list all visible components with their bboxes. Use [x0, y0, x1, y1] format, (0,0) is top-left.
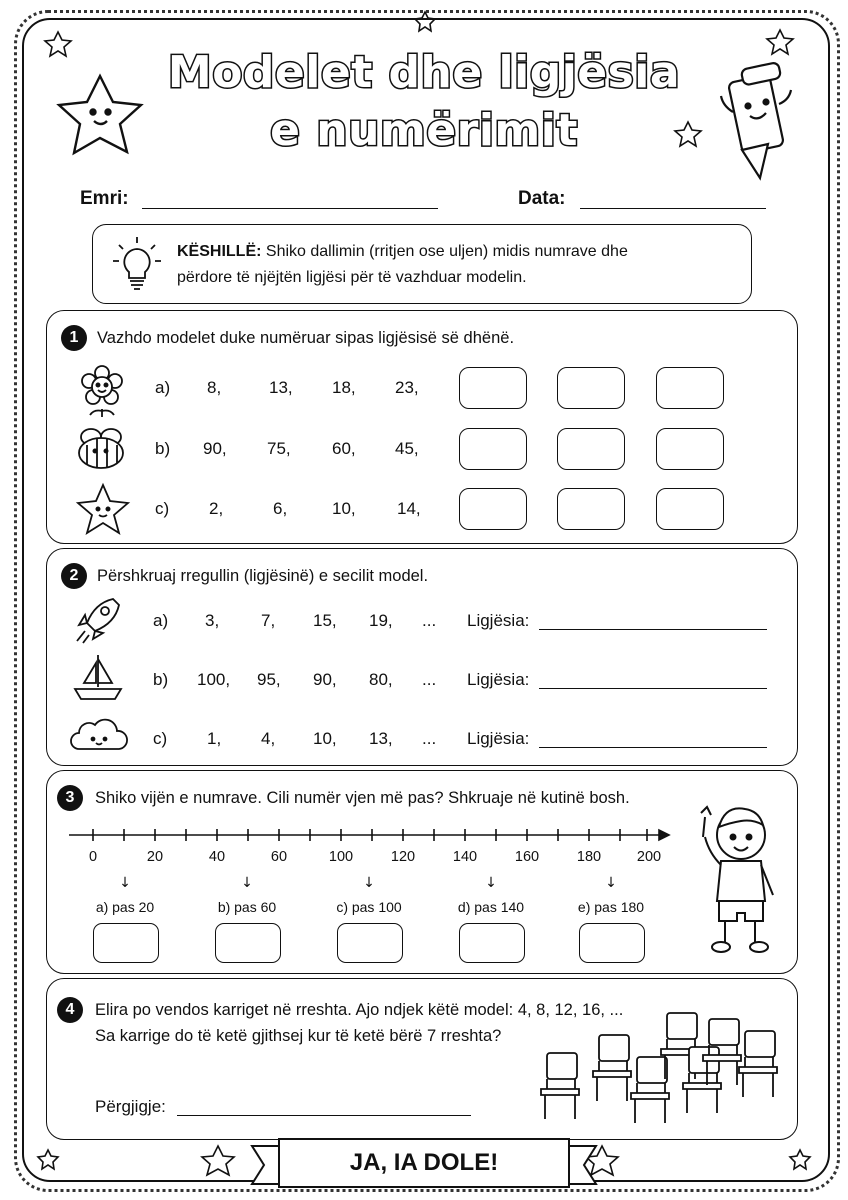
tick-label: 160 [514, 849, 540, 865]
row-b-value: 95, [257, 670, 281, 689]
down-arrow-icon: ↓ [119, 875, 131, 891]
answer-box[interactable] [459, 428, 527, 470]
row-b-value: 75, [267, 439, 291, 458]
section-number: 1 [61, 325, 87, 351]
tick-label: 140 [452, 849, 478, 865]
tip-line-1: Shiko dallimin (rritjen ose uljen) midis numrave dhe [265, 243, 628, 260]
section-number: 4 [57, 997, 83, 1023]
answer-box[interactable] [337, 923, 403, 963]
rule-answer-line[interactable] [539, 688, 767, 689]
answer-box[interactable] [579, 923, 645, 963]
boy-character-icon [689, 791, 789, 961]
down-arrow-icon: ↓ [485, 875, 497, 891]
rocket-icon [73, 595, 123, 647]
star-icon [38, 1150, 58, 1169]
down-arrow-icon: ↓ [363, 875, 375, 891]
row-c-value: 2, [209, 499, 224, 518]
row-a-letter: a) [155, 378, 171, 397]
date-field[interactable] [580, 208, 766, 209]
section-1 [46, 310, 798, 544]
row-b-value: 100, [197, 670, 231, 689]
row-c-value: 14, [397, 499, 421, 518]
tick-label: 120 [390, 849, 416, 865]
section-4 [46, 978, 798, 1140]
row-c-value: 10, [313, 729, 337, 748]
row-b-value: 80, [369, 670, 393, 689]
item-label: a) pas 20 [95, 899, 155, 915]
answer-box[interactable] [459, 923, 525, 963]
row-a-ellipsis: ... [422, 611, 437, 630]
tip-heading: KËSHILLË: [177, 243, 262, 260]
tick-label: 200 [636, 849, 662, 865]
star-icon [45, 32, 71, 56]
bee-icon [75, 427, 127, 471]
star-icon [202, 1146, 234, 1175]
answer-box[interactable] [215, 923, 281, 963]
footer-banner: JA, IA DOLE! [278, 1138, 570, 1188]
answer-box[interactable] [459, 488, 527, 530]
starfish-icon [75, 483, 131, 537]
row-b-letter: b) [153, 670, 169, 689]
answer-box[interactable] [656, 488, 724, 530]
row-c-ellipsis: ... [422, 729, 437, 748]
row-a-value: 18, [332, 378, 356, 397]
tick-label: 180 [576, 849, 602, 865]
item-label: b) pas 60 [217, 899, 277, 915]
item-label: c) pas 100 [336, 899, 402, 915]
row-a-value: 23, [395, 378, 419, 397]
section-number: 3 [57, 785, 83, 811]
row-c-letter: c) [153, 729, 168, 748]
section-3 [46, 770, 798, 974]
row-c-value: 10, [332, 499, 356, 518]
rule-label: Ligjësia: [467, 729, 530, 748]
name-label: Emri: [80, 188, 129, 209]
section-question: Vazhdo modelet duke numëruar sipas ligjësisë së dhënë. [97, 329, 515, 347]
tick-label: 100 [328, 849, 354, 865]
date-label: Data: [518, 188, 566, 209]
star-icon [767, 30, 793, 54]
tick-label: 60 [270, 849, 288, 865]
row-c-value: 6, [273, 499, 288, 518]
row-b-value: 90, [203, 439, 227, 458]
answer-label: Përgjigje: [95, 1097, 166, 1116]
down-arrow-icon: ↓ [241, 875, 253, 891]
item-label: e) pas 180 [577, 899, 645, 915]
star-icon [790, 1150, 810, 1169]
flower-icon [77, 365, 127, 417]
star-icon [415, 12, 435, 31]
rule-answer-line[interactable] [539, 629, 767, 630]
problem-line-2: Sa karrige do të ketë gjithsej kur të ketë bërë 7 rreshta? [95, 1027, 502, 1045]
chairs-icon [531, 1013, 791, 1123]
section-question: Shiko vijën e numrave. Cili numër vjen më pas? Shkruaje në kutinë bosh. [95, 789, 630, 807]
answer-line[interactable] [177, 1115, 471, 1116]
row-c-letter: c) [155, 499, 170, 518]
tick-label: 0 [88, 849, 98, 865]
row-c-value: 4, [261, 729, 276, 748]
cloud-icon [69, 719, 129, 753]
tip-box [92, 224, 752, 304]
row-a-value: 7, [261, 611, 276, 630]
name-field[interactable] [142, 208, 438, 209]
tip-text [177, 239, 737, 291]
row-a-value: 15, [313, 611, 337, 630]
row-b-value: 90, [313, 670, 337, 689]
answer-box[interactable] [459, 367, 527, 409]
down-arrow-icon: ↓ [605, 875, 617, 891]
answer-box[interactable] [656, 367, 724, 409]
lightbulb-icon [107, 233, 167, 293]
rule-answer-line[interactable] [539, 747, 767, 748]
tip-line-2: përdore të njëjtën ligjësi për të vazhduar modelin. [177, 269, 527, 286]
answer-box[interactable] [557, 488, 625, 530]
row-a-value: 19, [369, 611, 393, 630]
problem-line-1: Elira po vendos karriget në rreshta. Ajo ndjek këtë model: 4, 8, 12, 16, ... [95, 1001, 624, 1019]
answer-box[interactable] [93, 923, 159, 963]
row-b-value: 45, [395, 439, 419, 458]
rule-label: Ligjësia: [467, 611, 530, 630]
answer-box[interactable] [557, 367, 625, 409]
page-title [130, 44, 718, 160]
section-2 [46, 548, 798, 766]
tick-label: 20 [146, 849, 164, 865]
sailboat-icon [71, 653, 125, 703]
rule-label: Ligjësia: [467, 670, 530, 689]
row-b-value: 60, [332, 439, 356, 458]
pencil-character-icon [721, 62, 791, 178]
section-number: 2 [61, 563, 87, 589]
row-c-value: 1, [207, 729, 222, 748]
row-a-letter: a) [153, 611, 169, 630]
answer-box[interactable] [557, 428, 625, 470]
section-question: Përshkruaj rregullin (ligjësinë) e secilit model. [97, 567, 429, 585]
answer-box[interactable] [656, 428, 724, 470]
item-label: d) pas 140 [457, 899, 525, 915]
row-c-value: 13, [369, 729, 393, 748]
row-a-value: 13, [269, 378, 293, 397]
title-line-1: Modelet dhe ligjësia [167, 47, 681, 98]
row-b-letter: b) [155, 439, 171, 458]
title-line-2: e numërimit [270, 105, 578, 156]
row-a-value: 3, [205, 611, 220, 630]
tick-label: 40 [208, 849, 226, 865]
smiling-star-icon [59, 76, 141, 153]
row-b-ellipsis: ... [422, 670, 437, 689]
row-a-value: 8, [207, 378, 222, 397]
